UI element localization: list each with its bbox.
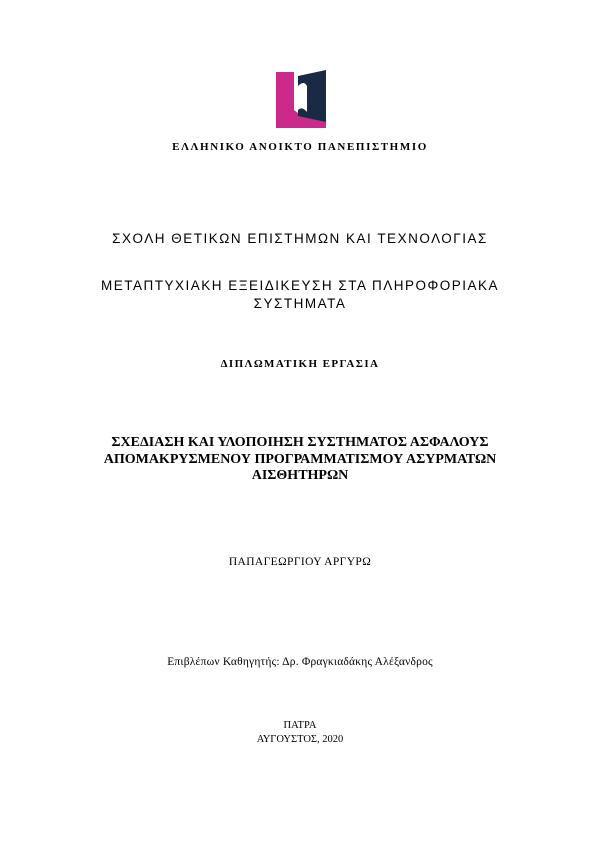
thesis-title-line-3: ΑΙΣΘΗΤΗΡΩΝ — [251, 468, 349, 483]
program-line-2: ΣΥΣΤΗΜΑΤΑ — [253, 296, 347, 311]
date: ΑΥΓΟΥΣΤΟΣ, 2020 — [256, 734, 344, 745]
university-logo-icon — [276, 70, 326, 128]
university-name: ΕΛΛΗΝΙΚΟ ΑΝΟΙΚΤΟ ΠΑΝΕΠΙΣΤΗΜΙΟ — [172, 141, 428, 153]
school-name: ΣΧΟΛΗ ΘΕΤΙΚΩΝ ΕΠΙΣΤΗΜΩΝ ΚΑΙ ΤΕΧΝΟΛΟΓΙΑΣ — [112, 231, 488, 246]
city: ΠΑΤΡΑ — [283, 720, 317, 731]
author-name: ΠΑΠΑΓΕΩΡΓΙΟΥ ΑΡΓΥΡΩ — [228, 556, 372, 568]
thesis-title-line-2: ΑΠΟΜΑΚΡΥΣΜΕΝΟΥ ΠΡΟΓΡΑΜΜΑΤΙΣΜΟΥ ΑΣΥΡΜΑΤΩΝ — [103, 451, 497, 467]
supervisor: Επιβλέπων Καθηγητής: Δρ. Φραγκιαδάκης Αλέξανδρος — [167, 656, 433, 668]
program-name — [0, 277, 600, 313]
thesis-title — [0, 435, 600, 485]
program-line-1: ΜΕΤΑΠΤΥΧΙΑΚΗ ΕΞΕΙΔΙΚΕΥΣΗ ΣΤΑ ΠΛΗΡΟΦΟΡΙΑΚΑ — [100, 278, 500, 293]
thesis-title-line-1: ΣΧΕΔΙΑΣΗ ΚΑΙ ΥΛΟΠΟΙΗΣΗ ΣΥΣΤΗΜΑΤΟΣ ΑΣΦΑΛΟΥΣ — [111, 435, 489, 450]
thesis-type: ΔΙΠΛΩΜΑΤΙΚΗ ΕΡΓΑΣΙΑ — [220, 358, 380, 370]
